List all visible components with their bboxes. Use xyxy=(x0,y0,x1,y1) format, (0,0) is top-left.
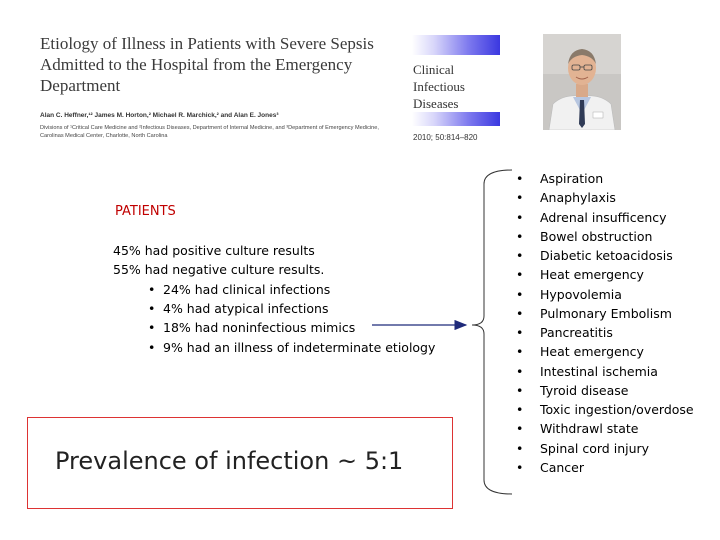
prevalence-text: Prevalence of infection ~ 5:1 xyxy=(55,447,404,475)
list-item xyxy=(516,188,706,207)
list-item-text: Diabetic ketoacidosis xyxy=(540,248,673,263)
list-item xyxy=(516,458,706,477)
list-item-text: Anaphylaxis xyxy=(540,190,616,206)
bullet-icon: • xyxy=(516,248,524,263)
list-item-text: Heat emergency xyxy=(540,344,644,360)
positive-culture-line: 45% had positive culture results xyxy=(113,243,315,258)
list-item xyxy=(516,265,706,284)
bullet-icon: • xyxy=(516,459,524,475)
list-item xyxy=(516,285,706,304)
journal-banner-bar xyxy=(412,35,500,55)
list-item-text: Tyroid disease xyxy=(540,382,629,398)
article-title-line: Department xyxy=(40,76,121,95)
affiliation-line: Carolinas Medical Center, Charlotte, North Carolina xyxy=(40,133,168,139)
list-item-text: Adrenal insufficency xyxy=(540,209,667,225)
bullet-icon: • xyxy=(516,171,524,186)
journal-name-line: Diseases xyxy=(413,96,459,111)
article-affiliations xyxy=(40,124,420,140)
list-item-text: Heat emergency xyxy=(540,267,644,283)
breakdown-text: 9% had an illness of indeterminate etiology xyxy=(163,340,436,355)
list-item-text: Bowel obstruction xyxy=(540,228,653,244)
affiliation-line: Divisions of ¹Critical Care Medicine and ²Infectious Diseases, Department of Internal Medicine, and ³Department of Emergency Medicine, xyxy=(40,125,379,131)
list-item xyxy=(516,304,706,323)
list-item xyxy=(516,400,706,419)
bullet-icon: • xyxy=(148,320,156,335)
bullet-icon: • xyxy=(148,340,156,355)
journal-name-line: Clinical xyxy=(413,62,455,77)
list-item xyxy=(516,169,706,188)
list-item-text: Aspiration xyxy=(540,171,604,186)
breakdown-item xyxy=(148,282,330,297)
bullet-icon: • xyxy=(516,305,524,321)
bullet-icon: • xyxy=(516,286,524,302)
article-title-line: Etiology of Illness in Patients with Severe Sepsis xyxy=(40,34,374,53)
breakdown-text: 24% had clinical infections xyxy=(163,282,331,297)
bullet-icon: • xyxy=(516,382,524,398)
article-title xyxy=(40,33,400,96)
bullet-icon: • xyxy=(516,363,524,379)
journal-banner-bar-lower xyxy=(412,112,500,126)
list-item-text: Spinal cord injury xyxy=(540,440,650,456)
patients-heading: PATIENTS xyxy=(115,204,176,219)
list-item-text: Pancreatitis xyxy=(540,325,613,340)
breakdown-text: 18% had noninfectious mimics xyxy=(163,320,356,335)
bullet-icon: • xyxy=(516,325,524,340)
list-item-text: Intestinal ischemia xyxy=(540,363,658,379)
list-item-text: Pulmonary Embolism xyxy=(540,305,672,321)
list-item xyxy=(516,342,706,361)
journal-name xyxy=(413,61,503,112)
bullet-icon: • xyxy=(516,402,524,417)
left-brace-icon xyxy=(472,170,512,494)
article-authors: Alan C. Heffner,¹² James M. Horton,² Michael R. Marchick,² and Alan E. Jones³ xyxy=(40,112,279,119)
bullet-icon: • xyxy=(148,301,156,316)
bullet-icon: • xyxy=(516,344,524,360)
mimic-diagnoses-list xyxy=(516,169,706,477)
list-item-text: Toxic ingestion/overdose xyxy=(540,402,694,417)
citation: 2010; 50:814–820 xyxy=(413,133,478,142)
bullet-icon: • xyxy=(516,267,524,283)
journal-name-line: Infectious xyxy=(413,79,465,94)
bullet-icon: • xyxy=(516,421,524,437)
bullet-icon: • xyxy=(516,190,524,206)
article-title-line: Admitted to the Hospital from the Emergency xyxy=(40,55,353,74)
breakdown-item xyxy=(148,320,355,335)
list-item xyxy=(516,381,706,400)
breakdown-item xyxy=(148,301,328,316)
list-item xyxy=(516,208,706,227)
list-item xyxy=(516,439,706,458)
breakdown-text: 4% had atypical infections xyxy=(163,301,329,316)
list-item xyxy=(516,419,706,438)
bullet-icon: • xyxy=(516,228,524,244)
author-portrait-photo xyxy=(543,34,621,130)
bullet-icon: • xyxy=(516,440,524,456)
list-item xyxy=(516,227,706,246)
list-item-text: Hypovolemia xyxy=(540,286,622,302)
list-item-text: Cancer xyxy=(540,459,585,475)
bullet-icon: • xyxy=(516,209,524,225)
negative-culture-line: 55% had negative culture results. xyxy=(113,262,325,277)
list-item xyxy=(516,246,706,265)
list-item xyxy=(516,362,706,381)
bullet-icon: • xyxy=(148,282,156,297)
list-item-text: Withdrawl state xyxy=(540,421,639,437)
list-item xyxy=(516,323,706,342)
